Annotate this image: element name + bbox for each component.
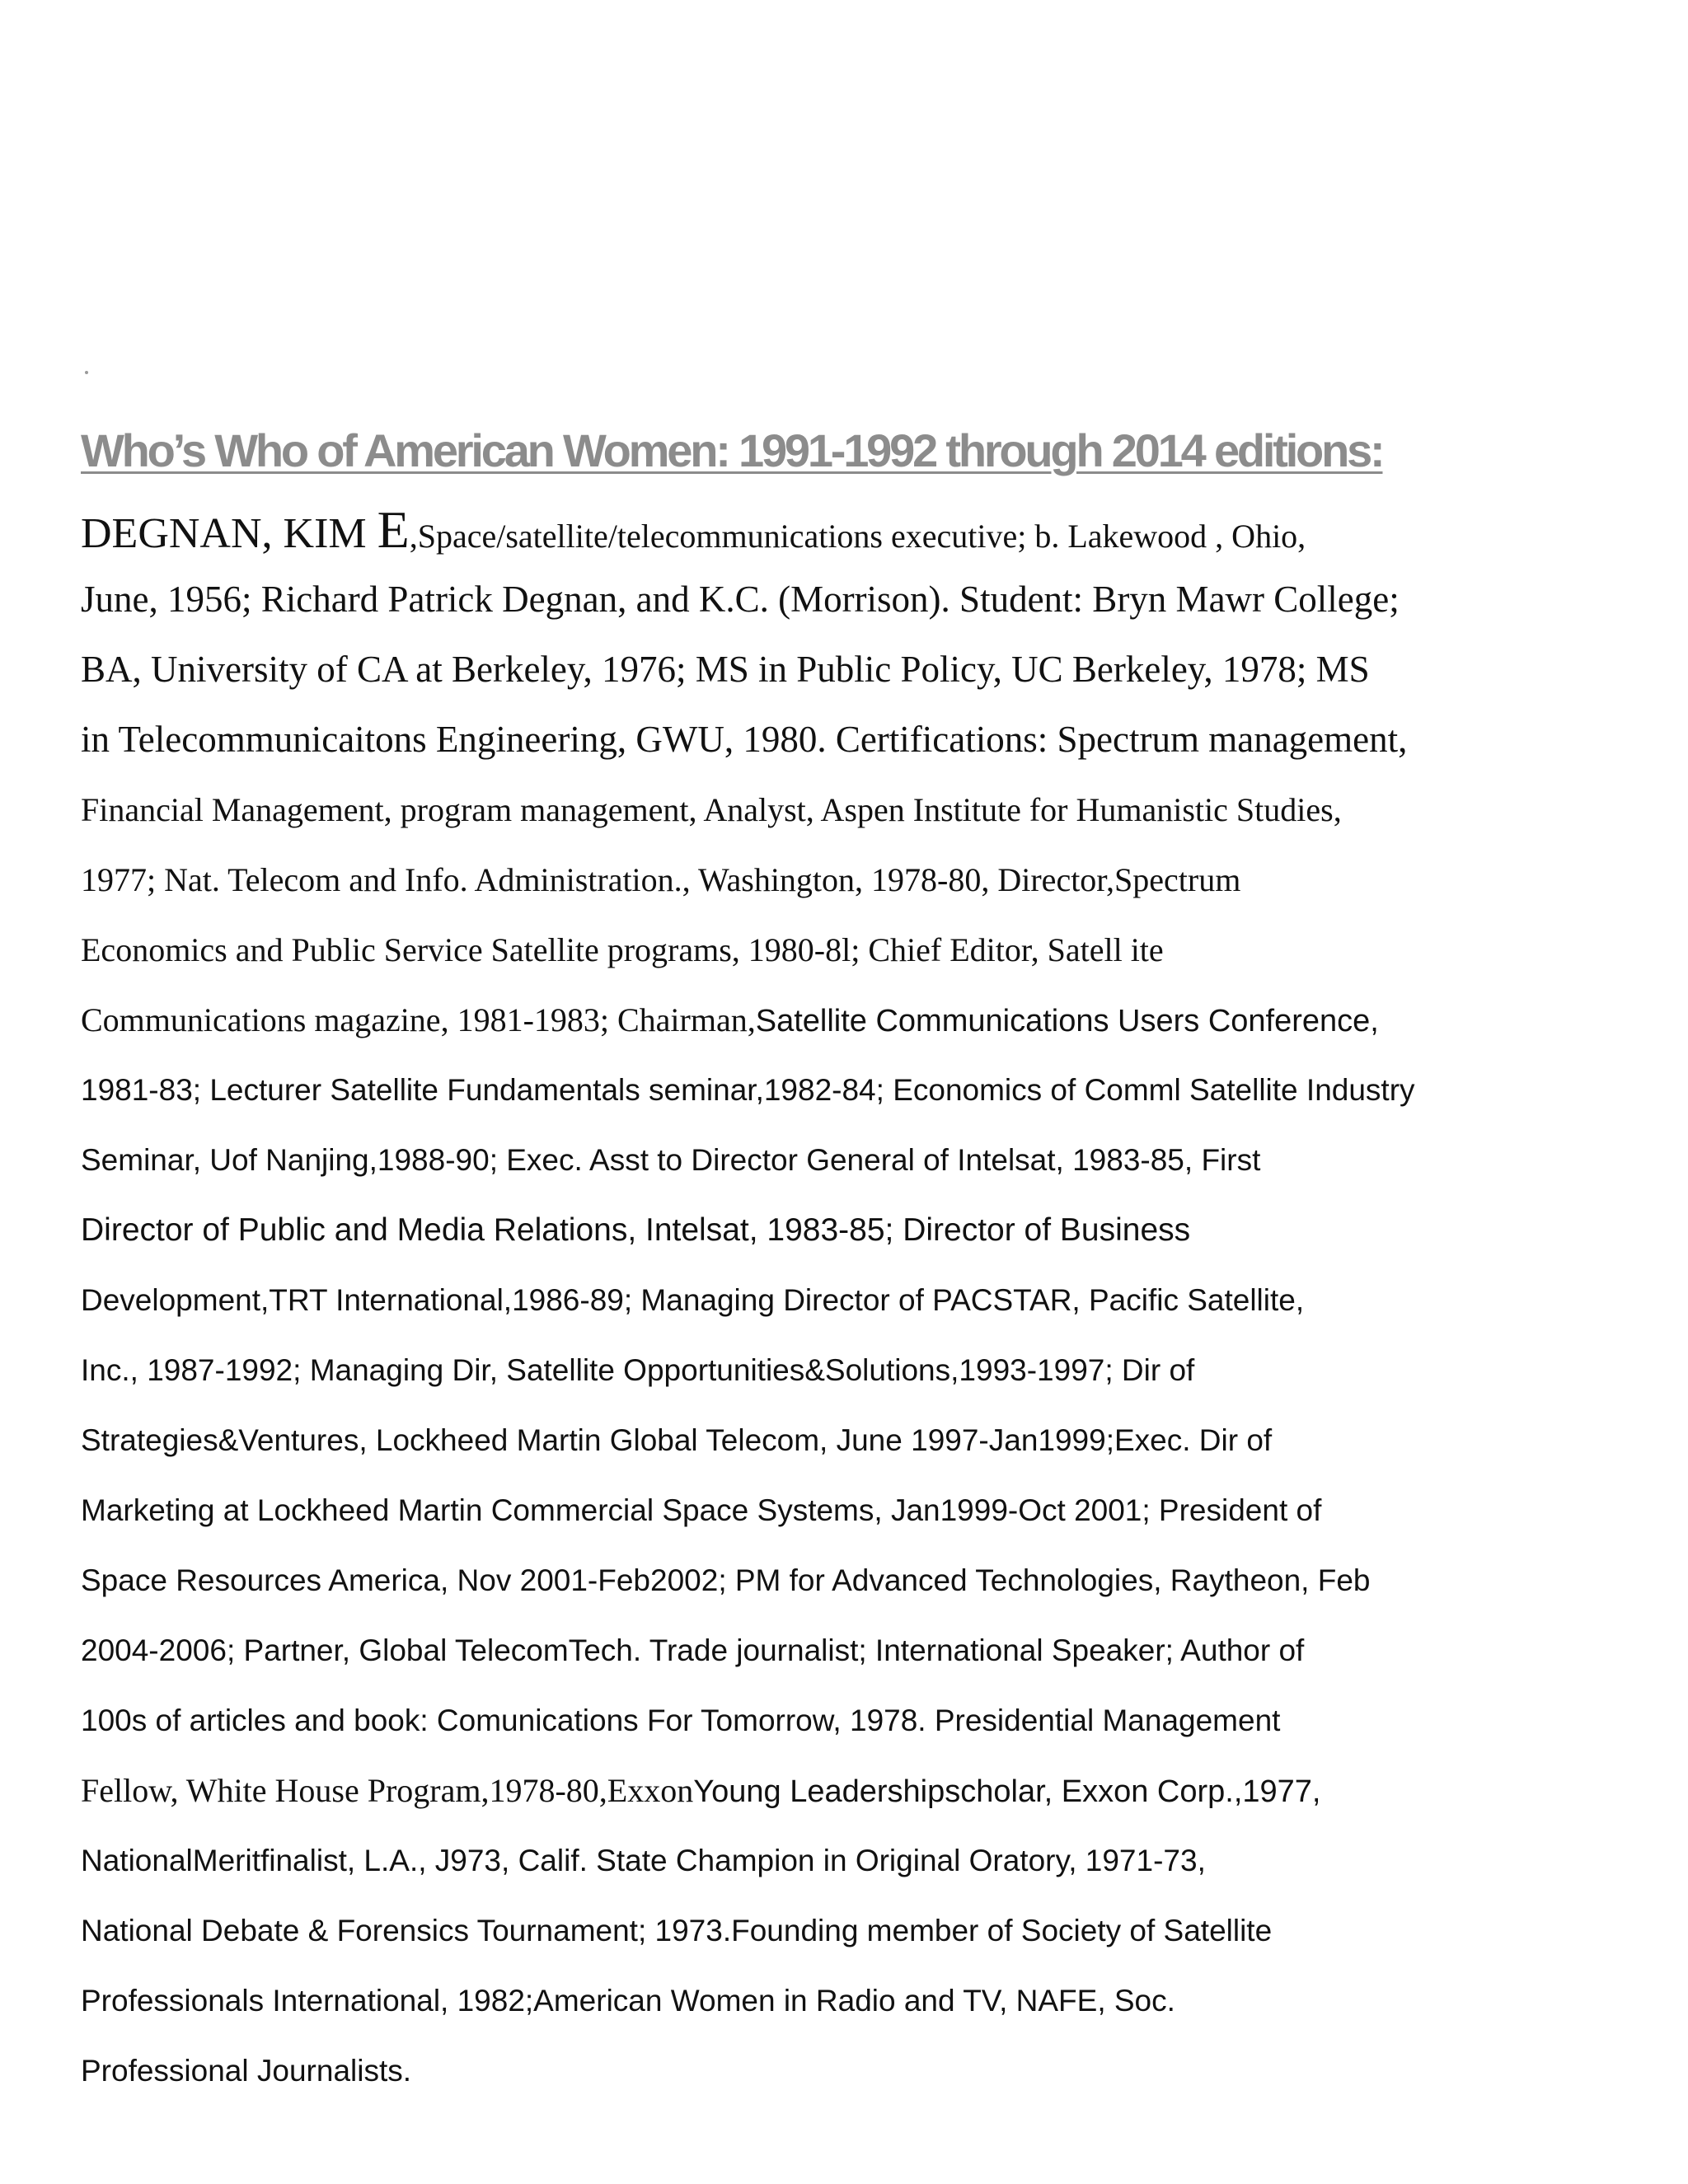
entry-line-13: Inc., 1987-1992; Managing Dir, Satellite Opportunities&Solutions,1993-1997; Dir of — [81, 1353, 1195, 1387]
entry-line-11: Director of Public and Media Relations, Intelsat, 1983-85; Director of Business — [81, 1212, 1191, 1248]
stray-mark — [85, 371, 88, 374]
entry-line-7: Economics and Public Service Satellite programs, 1980-8l; Chief Editor, Satell ite — [81, 931, 1164, 968]
entry-line-5: Financial Management, program management, Analyst, Aspen Institute for Humanistic Studies, — [81, 791, 1342, 828]
entry-line-4: in Telecommunicaitons Engineering, GWU, 1980. Certifications: Spectrum management, — [81, 719, 1408, 760]
entry-line-9: 1981-83; Lecturer Satellite Fundamentals seminar,1982-84; Economics of Comml Satellite Industry — [81, 1073, 1415, 1107]
biography-entry — [81, 494, 1630, 2106]
entry-line-16: Space Resources America, Nov 2001-Feb2002; PM for Advanced Technologies, Raytheon, Feb — [81, 1563, 1371, 1597]
entry-line-8: Communications magazine, 1981-1983; Chairman,Satellite Communications Users Conference, — [81, 1001, 1379, 1038]
entry-line-21: National Debate & Forensics Tournament; 1973.Founding member of Society of Satellite — [81, 1914, 1273, 1947]
entry-line-17: 2004-2006; Partner, Global TelecomTech. Trade journalist; International Speaker; Author of — [81, 1633, 1305, 1667]
entry-line-10: Seminar, Uof Nanjing,1988-90; Exec. Asst to Director General of Intelsat, 1983-85, First — [81, 1143, 1261, 1177]
entry-line-1: DEGNAN, KIM E,Space/satellite/telecommunications executive; b. Lakewood , Ohio, — [81, 500, 1306, 559]
entry-line-20: NationalMeritfinalist, L.A., J973, Calif. State Champion in Original Oratory, 1971-73, — [81, 1844, 1206, 1877]
entry-line-22: Professionals International, 1982;American Women in Radio and TV, NAFE, Soc. — [81, 1984, 1175, 2018]
entry-line-23: Professional Journalists. — [81, 2054, 412, 2088]
entry-line-12: Development,TRT International,1986-89; Managing Director of PACSTAR, Pacific Satellite, — [81, 1283, 1305, 1317]
entry-line-14: Strategies&Ventures, Lockheed Martin Global Telecom, June 1997-Jan1999;Exec. Dir of — [81, 1423, 1273, 1457]
entry-line-19: Fellow, White House Program,1978-80,ExxonYoung Leadershipscholar, Exxon Corp.,1977, — [81, 1772, 1321, 1809]
entry-line-2: June, 1956; Richard Patrick Degnan, and K.C. (Morrison). Student: Bryn Mawr College; — [81, 579, 1400, 620]
entry-line-6: 1977; Nat. Telecom and Info. Administration., Washington, 1978-80, Director,Spectrum — [81, 861, 1241, 898]
entry-line-3: BA, University of CA at Berkeley, 1976; MS in Public Policy, UC Berkeley, 1978; MS — [81, 649, 1370, 690]
entry-line-15: Marketing at Lockheed Martin Commercial Space Systems, Jan1999-Oct 2001; President of — [81, 1493, 1322, 1527]
document-heading: Who’s Who of American Women: 1991-1992 through 2014 editions: — [81, 424, 1383, 476]
entry-line-18: 100s of articles and book: Comunications For Tomorrow, 1978. Presidential Management — [81, 1704, 1281, 1737]
